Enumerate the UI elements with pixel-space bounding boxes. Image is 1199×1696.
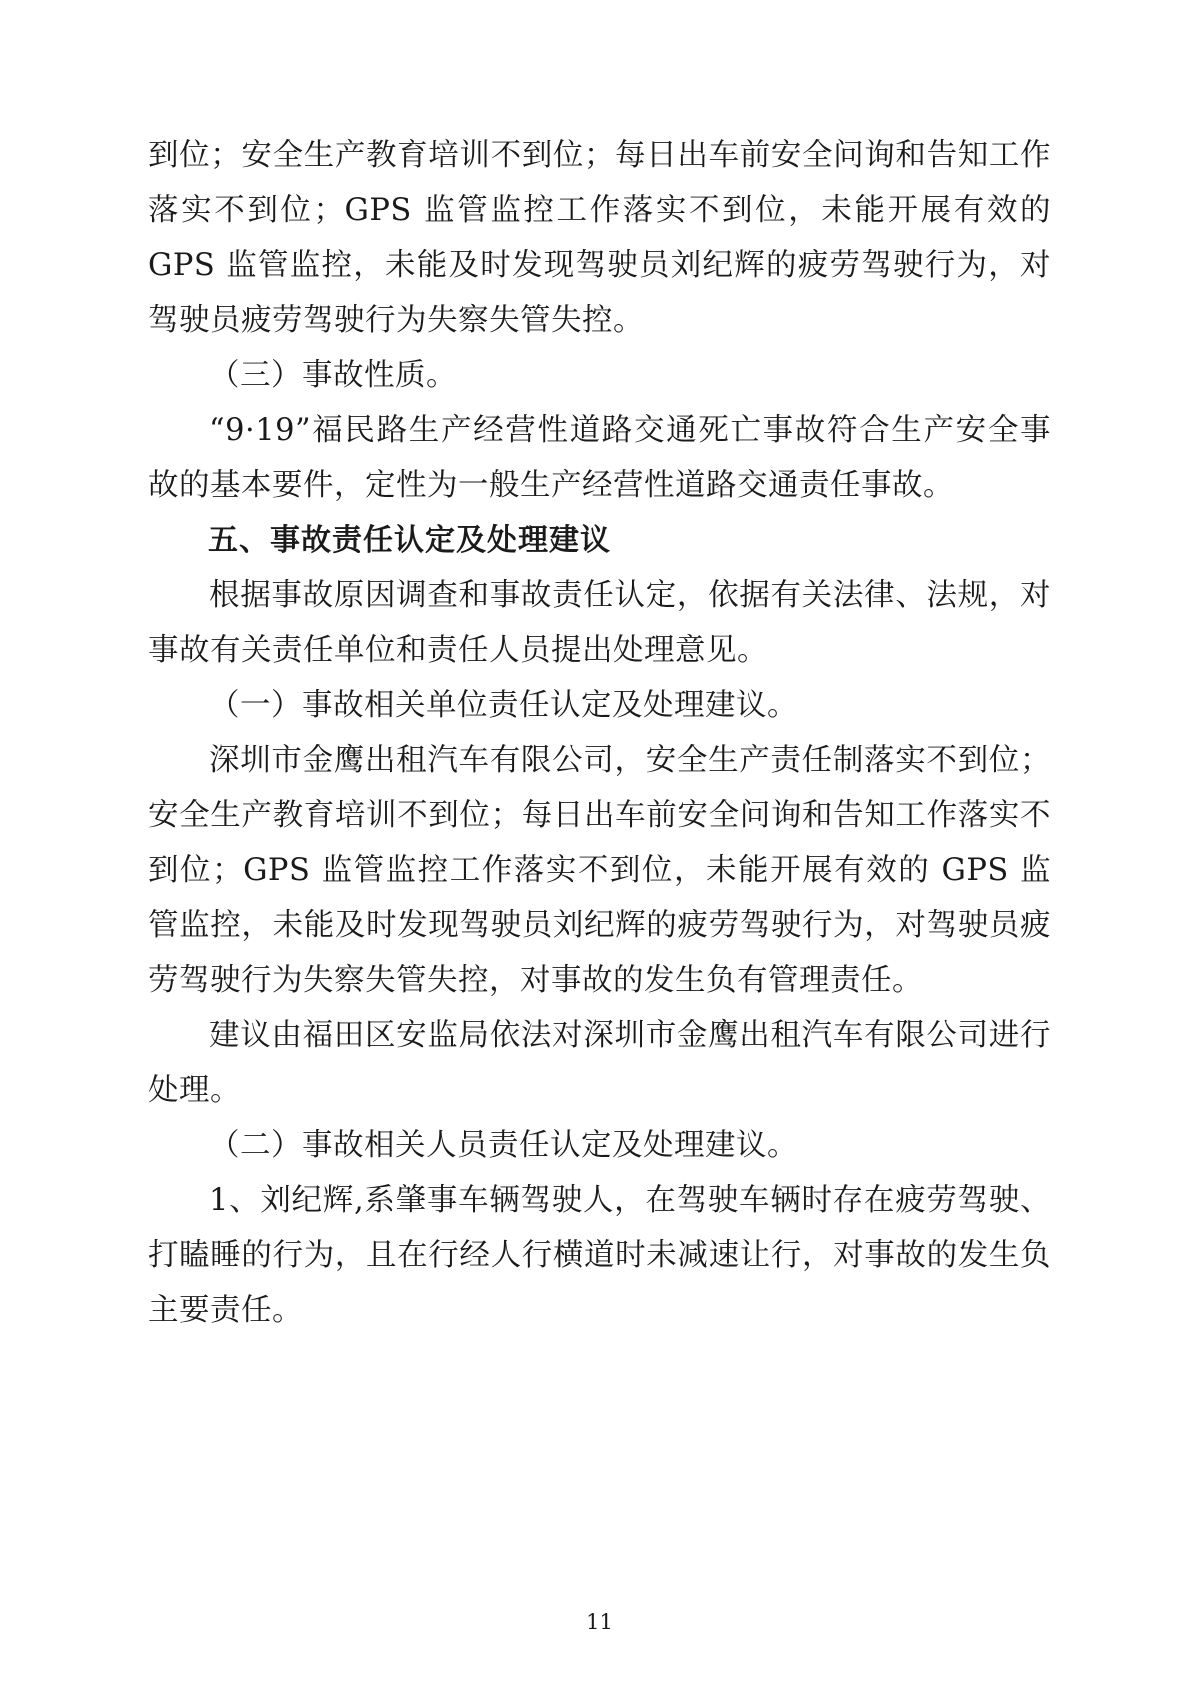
section-heading: 五、事故责任认定及处理建议 [208,523,611,558]
paragraph: “9·19”福民路生产经营性道路交通死亡事故符合生产安全事故的基本要件，定性为一般生产经营性道路交通责任事故。 [148,413,1051,503]
paragraph: 根据事故原因调查和事故责任认定，依据有关法律、法规，对事故有关责任单位和责任人员提出处理意见。 [148,578,1051,668]
paragraph: （二）事故相关人员责任认定及处理建议。 [209,1128,798,1163]
paragraph: 深圳市金鹰出租汽车有限公司，安全生产责任制落实不到位；安全生产教育培训不到位；每日出车前安全问询和告知工作落实不到位；GPS 监管监控工作落实不到位，未能开展有效的 GPS 监管监控，未能及时发现驾驶员刘纪辉的疲劳驾驶行为，对驾驶员疲劳驾驶行为失察失管失控，对事故的发生负有管理责任。 [148,743,1051,998]
page-number: 11 [586,1610,613,1634]
paragraph: （三）事故性质。 [209,358,457,393]
document-body [148,128,1051,1338]
paragraph: 建议由福田区安监局依法对深圳市金鹰出租汽车有限公司进行处理。 [148,1018,1051,1108]
paragraph: 1、刘纪辉,系肇事车辆驾驶人，在驾驶车辆时存在疲劳驾驶、打瞌睡的行为，且在行经人行横道时未减速让行，对事故的发生负主要责任。 [148,1183,1051,1328]
paragraph: 到位；安全生产教育培训不到位；每日出车前安全问询和告知工作落实不到位；GPS 监管监控工作落实不到位，未能开展有效的 GPS 监管监控，未能及时发现驾驶员刘纪辉的疲劳驾驶行为，对驾驶员疲劳驾驶行为失察失管失控。 [148,138,1051,338]
paragraph: （一）事故相关单位责任认定及处理建议。 [209,688,798,723]
